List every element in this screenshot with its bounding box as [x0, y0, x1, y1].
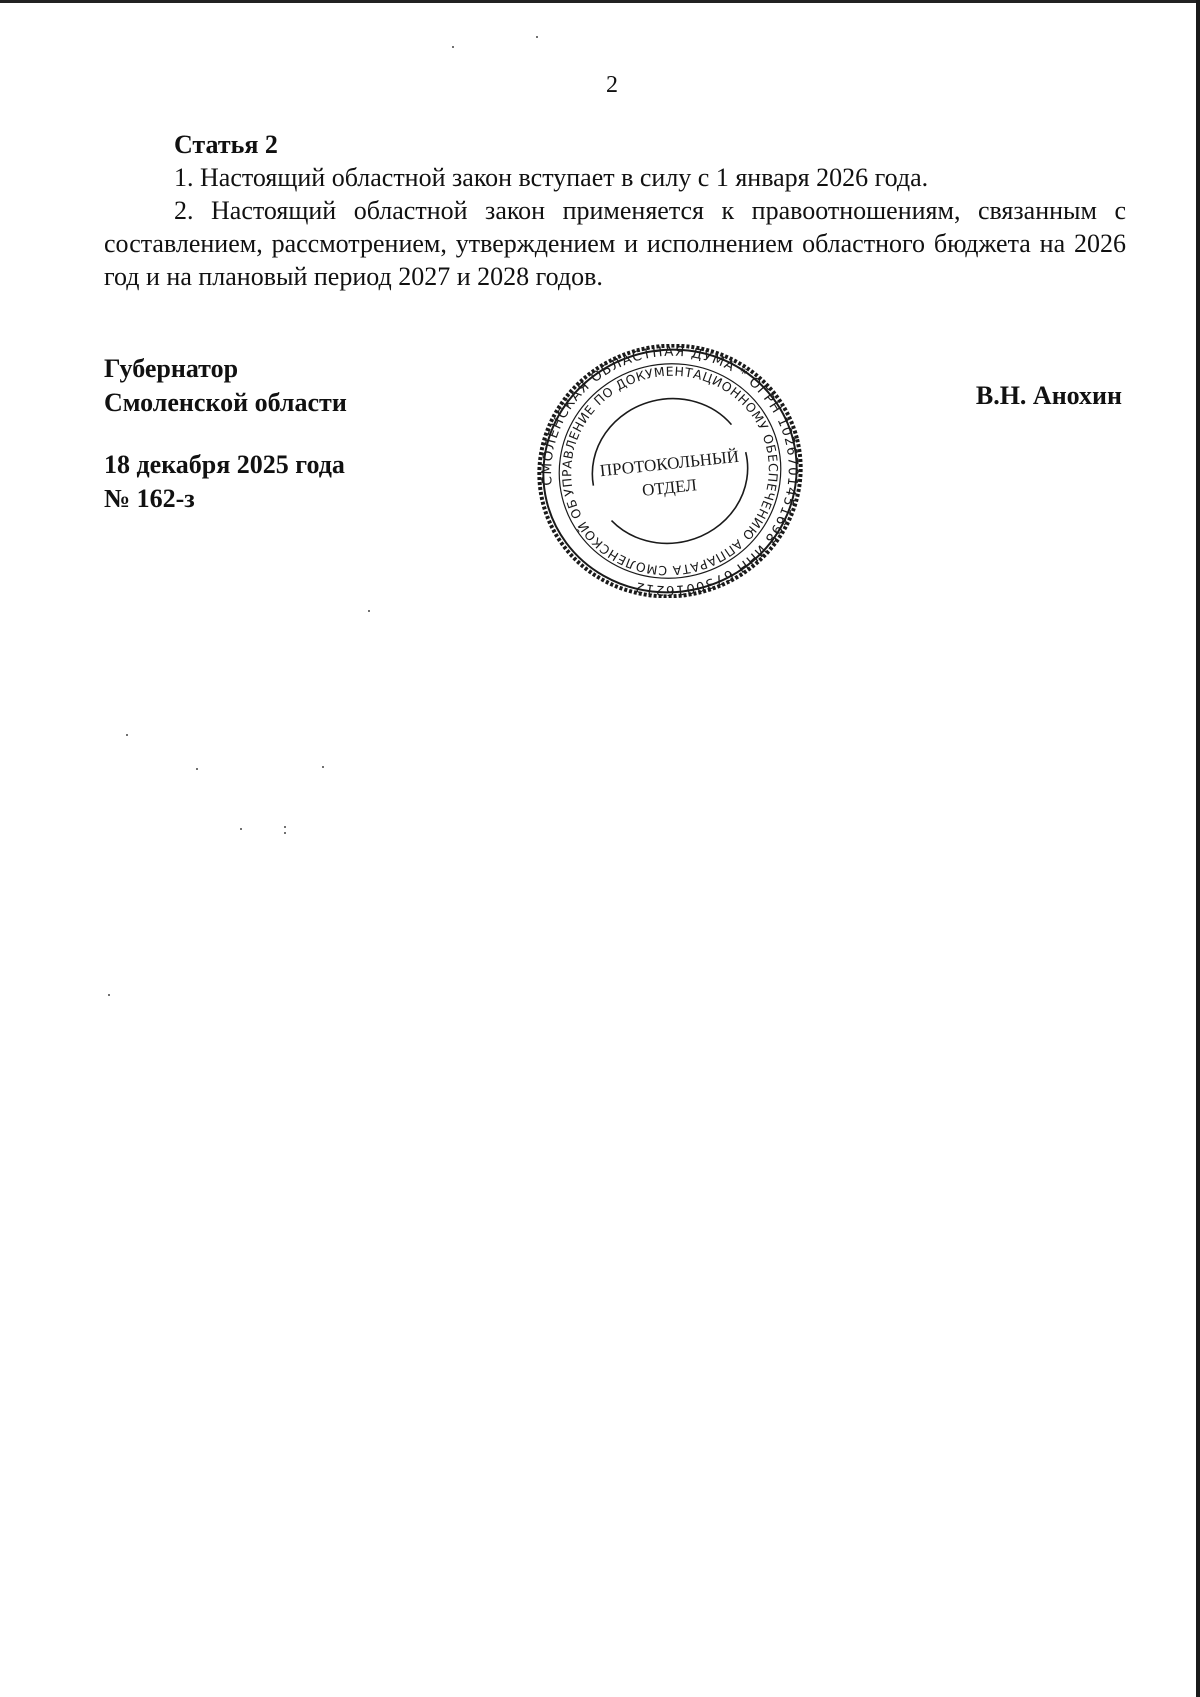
- signatory-name: В.Н. Анохин: [975, 381, 1122, 410]
- page-top-edge: [0, 0, 1200, 3]
- article-2: [104, 128, 1126, 293]
- page-number: 2: [606, 72, 618, 98]
- seal-center-line-2: ОТДЕЛ: [641, 475, 698, 500]
- seal-inner-text: УПРАВЛЕНИЕ ПО ДОКУМЕНТАЦИОННОМУ ОБЕСПЕЧЕНИЮ АППАРАТА СМОЛЕНСКОЙ ОБЛАСТНОЙ: [559, 363, 781, 579]
- article-paragraph-2: 2. Настоящий областной закон применяется к правоотношениям, связанным с составлением, рассмотрением, утверждением и исполнением областного бюджета на 2026 год и на плановый период 2027 и 2028 годов.: [104, 196, 1126, 291]
- article-heading: Статья 2: [174, 130, 278, 159]
- scan-speck: [240, 828, 242, 830]
- scan-speck: [322, 766, 324, 768]
- scan-speck: [452, 46, 454, 48]
- scan-speck: [284, 826, 286, 828]
- official-seal-stamp: [536, 344, 804, 598]
- scan-speck: [284, 832, 286, 834]
- signatory-position-line-2: Смоленской области: [104, 388, 347, 417]
- scan-speck: [196, 768, 198, 770]
- law-date: 18 декабря 2025 года: [104, 450, 345, 479]
- law-number: № 162-з: [104, 484, 195, 513]
- scan-speck: [108, 994, 110, 996]
- signatory-position-line-1: Губернатор: [104, 354, 239, 383]
- law-meta: [104, 448, 345, 516]
- scan-speck: [368, 610, 370, 612]
- seal-outer-text: СМОЛЕНСКАЯ ОБЛАСТНАЯ ДУМА * ОГРН 1026701451698 ИНН 6730016212: [539, 344, 801, 598]
- signatory-position: [104, 352, 347, 420]
- article-paragraph-1: 1. Настоящий областной закон вступает в силу с 1 января 2026 года.: [174, 163, 929, 192]
- page-right-edge: [1196, 0, 1200, 1697]
- scan-speck: [536, 36, 538, 38]
- scan-speck: [126, 734, 128, 736]
- seal-graphic: [536, 344, 804, 598]
- seal-center-line-1: ПРОТОКОЛЬНЫЙ: [598, 446, 740, 481]
